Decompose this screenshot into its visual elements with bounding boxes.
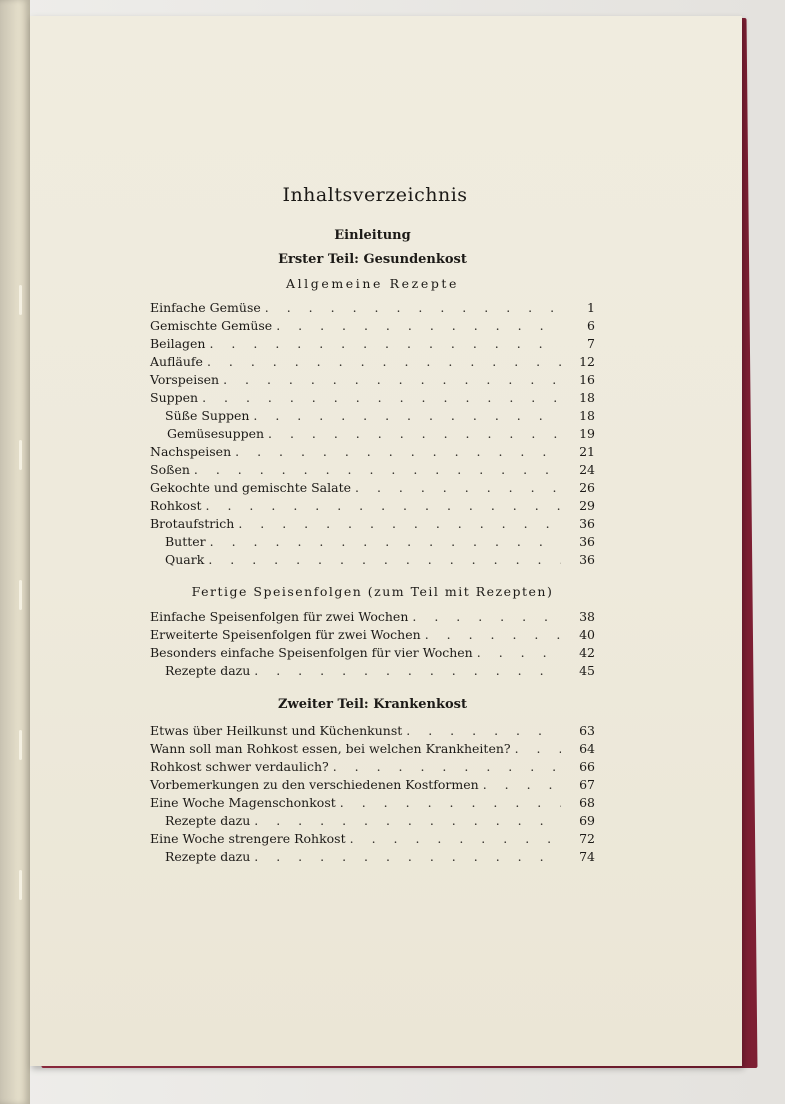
dot-leader [223,371,561,389]
dot-leader [268,425,561,443]
left-page-edge [0,0,30,1104]
toc-entry [150,371,595,389]
toc-entry-title: Suppen [150,390,199,405]
part2-heading: Zweiter Teil: Krankenkost [278,697,467,712]
dot-leader [515,740,561,758]
toc-entry-title: Vorbemerkungen zu den verschiedenen Kostformen [150,777,479,792]
toc-entry-title: Rohkost [150,498,202,513]
toc-page-number: 21 [579,444,595,459]
dot-leader [412,608,561,626]
toc-page-number: 64 [579,741,595,756]
section1-list [150,299,595,569]
dot-leader [238,515,561,533]
dot-leader [265,299,561,317]
toc-entry-title: Süße Suppen [165,408,250,423]
toc-entry-title: Einfache Gemüse [150,300,261,315]
toc-entry [150,722,595,740]
toc-page-number: 63 [579,723,595,738]
toc-entry [150,848,595,866]
toc-page-number: 24 [579,462,595,477]
table-of-contents [150,184,595,866]
toc-entry [150,389,595,407]
dot-leader [202,389,561,407]
toc-entry-title: Eine Woche Magenschonkost [150,795,336,810]
binding-stitch [19,870,22,900]
dot-leader [406,722,561,740]
toc-page-number: 66 [579,759,595,774]
toc-entry [150,407,595,425]
toc-entry [150,626,595,644]
dot-leader [350,830,561,848]
dot-leader [254,848,561,866]
toc-entry-title: Rezepte dazu [165,663,251,678]
dot-leader [254,662,561,680]
dot-leader [254,812,561,830]
toc-entry [150,479,595,497]
toc-entry-title: Brotaufstrich [150,516,235,531]
part2-list [150,722,595,866]
toc-entry-title: Vorspeisen [150,372,220,387]
toc-entry [150,497,595,515]
dot-leader [276,317,561,335]
toc-entry-title: Beilagen [150,336,206,351]
toc-entry [150,335,595,353]
toc-entry-title: Eine Woche strengere Rohkost [150,831,346,846]
dot-leader [253,407,561,425]
dot-leader [477,644,561,662]
toc-page-number: 19 [579,426,595,441]
toc-entry [150,776,595,794]
toc-page-number: 69 [579,813,595,828]
dot-leader [425,626,561,644]
toc-entry [150,515,595,533]
toc-entry-title: Erweiterte Speisenfolgen für zwei Wochen [150,627,421,642]
toc-entry [150,425,595,443]
toc-entry [150,794,595,812]
toc-entry-title: Rezepte dazu [165,813,251,828]
toc-page-number: 12 [579,354,595,369]
toc-entry-title: Einfache Speisenfolgen für zwei Wochen [150,609,409,624]
toc-entry [150,299,595,317]
toc-page-number: 36 [579,552,595,567]
toc-entry-title: Rohkost schwer verdaulich? [150,759,329,774]
toc-entry [150,551,595,569]
toc-entry [150,812,595,830]
toc-entry [150,662,595,680]
toc-page-number: 38 [579,609,595,624]
toc-entry-title: Wann soll man Rohkost essen, bei welchen Krankheiten? [150,741,511,756]
toc-entry [150,533,595,551]
toc-entry [150,644,595,662]
book-page [30,16,742,1066]
toc-entry-title: Quark [165,552,205,567]
dot-leader [194,461,561,479]
dot-leader [355,479,561,497]
binding-stitch [19,730,22,760]
toc-page-number: 1 [587,300,595,315]
toc-entry-title: Etwas über Heilkunst und Küchenkunst [150,723,403,738]
toc-entry [150,758,595,776]
binding-stitch [19,580,22,610]
toc-entry [150,461,595,479]
toc-page-number: 40 [579,627,595,642]
toc-page-number: 16 [579,372,595,387]
section2-heading: Fertige Speisenfolgen (zum Teil mit Rezepten) [191,584,554,599]
toc-entry-title: Aufläufe [150,354,203,369]
toc-page-number: 36 [579,516,595,531]
dot-leader [208,551,561,569]
section2-list [150,608,595,680]
toc-page-number: 29 [579,498,595,513]
toc-page-number: 74 [579,849,595,864]
toc-page-number: 7 [587,336,595,351]
dot-leader [209,335,561,353]
dot-leader [207,353,561,371]
toc-entry-title: Besonders einfache Speisenfolgen für vier Wochen [150,645,473,660]
toc-entry-title: Gekochte und gemischte Salate [150,480,352,495]
page-title: Inhaltsverzeichnis [282,184,468,206]
toc-page-number: 42 [579,645,595,660]
toc-entry [150,443,595,461]
toc-page-number: 45 [579,663,595,678]
toc-entry [150,608,595,626]
toc-entry-title: Rezepte dazu [165,849,251,864]
toc-entry-title: Soßen [150,462,190,477]
toc-page-number: 67 [579,777,595,792]
toc-page-number: 68 [579,795,595,810]
toc-page-number: 26 [579,480,595,495]
toc-page-number: 18 [579,390,595,405]
toc-entry [150,740,595,758]
toc-entry-title: Gemüsesuppen [167,426,265,441]
toc-entry-title: Nachspeisen [150,444,232,459]
dot-leader [206,497,561,515]
section1-heading: Allgemeine Rezepte [285,276,460,291]
dot-leader [210,533,561,551]
binding-stitch [19,440,22,470]
binding-stitch [19,285,22,315]
part1-heading: Erster Teil: Gesundenkost [278,252,467,267]
dot-leader [340,794,561,812]
toc-entry-title: Butter [165,534,206,549]
toc-entry [150,830,595,848]
toc-page-number: 6 [587,318,595,333]
toc-entry [150,353,595,371]
dot-leader [333,758,561,776]
toc-page-number: 36 [579,534,595,549]
dot-leader [483,776,561,794]
intro-heading: Einleitung [334,228,411,243]
toc-page-number: 72 [579,831,595,846]
toc-entry-title: Gemischte Gemüse [150,318,273,333]
toc-entry [150,317,595,335]
toc-page-number: 18 [579,408,595,423]
dot-leader [235,443,561,461]
